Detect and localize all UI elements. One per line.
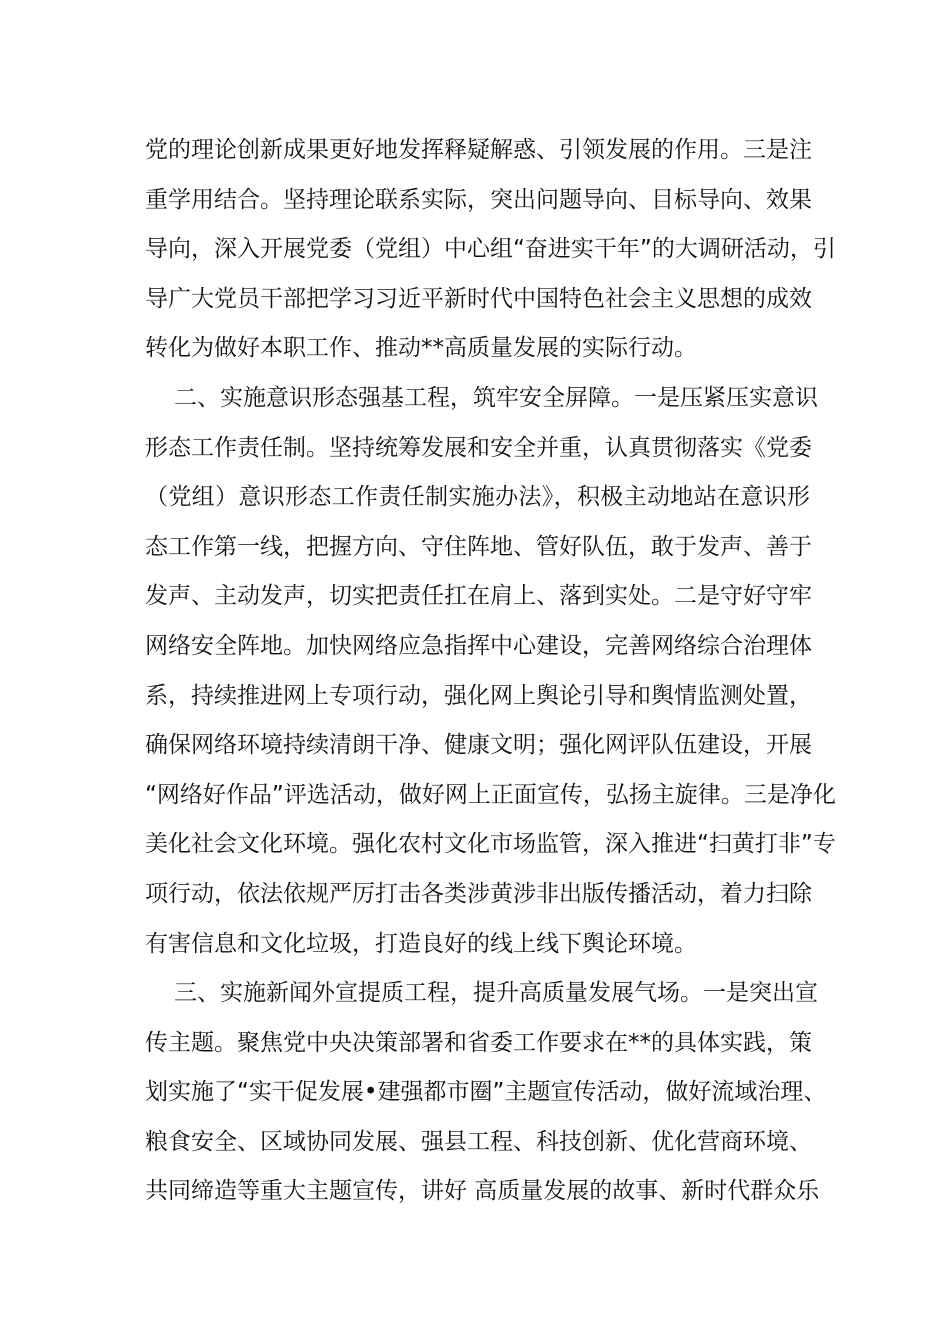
text-line: “网络好作品”评选活动，做好网上正面宣传，弘扬主旋律。三是净化 xyxy=(145,781,836,808)
text-line: 转化为做好本职工作、推动**高质量发展的实际行动。 xyxy=(145,335,697,362)
text-line: （党组）意识形态工作责任制实施办法》，积极主动地站在意识形 xyxy=(145,484,810,511)
text-line: 传主题。聚焦党中央决策部署和省委工作要求在**的具体实践，策 xyxy=(145,1029,812,1056)
text-line: 系，持续推进网上专项行动，强化网上舆论引导和舆情监测处置， xyxy=(145,682,812,709)
text-line: 党的理论创新成果更好地发挥释疑解惑、引领发展的作用。三是注 xyxy=(145,137,812,163)
text-line: 发声、主动发声，切实把责任扛在肩上、落到实处。二是守好守牢 xyxy=(145,583,812,610)
text-line: 有害信息和文化垃圾，打造良好的线上线下舆论环境。 xyxy=(145,930,697,957)
text-line: 项行动，依法依规严厉打击各类涉黄涉非出版传播活动，着力扫除 xyxy=(145,880,812,907)
text-line: 重学用结合。坚持理论联系实际，突出问题导向、目标导向、效果 xyxy=(145,186,812,213)
text-line: 导广大党员干部把学习习近平新时代中国特色社会主义思想的成效 xyxy=(145,285,812,312)
section-heading-line: 二、实施意识形态强基工程，筑牢安全屏障。一是压紧压实意识 xyxy=(174,384,818,411)
text-line: 确保网络环境持续清朗干净、健康文明；强化网评队伍建设，开展 xyxy=(145,732,812,759)
text-line: 态工作第一线，把握方向、守住阵地、管好队伍，敢于发声、善于 xyxy=(145,533,812,560)
text-line: 美化社会文化环境。强化农村文化市场监管，深入推进“扫黄打非”专 xyxy=(145,831,836,858)
body-text xyxy=(145,126,836,1217)
text-line: 形态工作责任制。坚持统筹发展和安全并重，认真贯彻落实《党委 xyxy=(145,434,812,461)
text-line: 网络安全阵地。加快网络应急指挥中心建设，完善网络综合治理体 xyxy=(145,632,812,659)
text-line: 导向，深入开展党委（党组）中心组“奋进实干年”的大调研活动，引 xyxy=(145,236,836,263)
text-line: 粮食安全、区域协同发展、强县工程、科技创新、优化营商环境、 xyxy=(145,1128,812,1155)
text-line: 划实施了“实干促发展•建强都市圈”主题宣传活动，做好流域治理、 xyxy=(145,1079,827,1106)
text-line: 共同缔造等重大主题宣传，讲好 高质量发展的故事、新时代群众乐 xyxy=(145,1178,820,1205)
section-heading-line: 三、实施新闻外宣提质工程，提升高质量发展气场。一是突出宣 xyxy=(174,980,818,1007)
